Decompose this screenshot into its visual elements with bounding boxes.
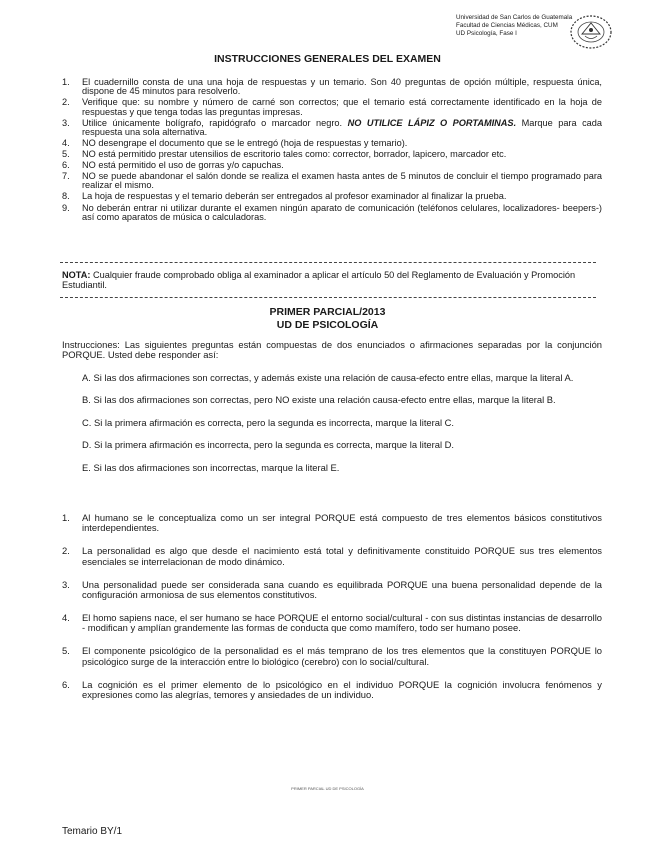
question-item	[62, 613, 602, 634]
rule-emphasis: NO UTILICE LÁPIZ O PORTAMINAS.	[347, 117, 517, 128]
answer-option: C. Si la primera afirmación es correcta, pero la segunda es incorrecta, marque la literal C.	[82, 416, 455, 428]
rule-number: 6.	[62, 160, 70, 171]
question-number: 2.	[62, 545, 70, 557]
question-number: 6.	[62, 678, 70, 690]
rule-text: La hoja de respuestas y el temario deberán ser entregados al profesor examinador al finalizar la prueba.	[82, 191, 507, 202]
faculty-line: Facultad de Ciencias Médicas, CUM	[456, 22, 558, 29]
rule-text: Utilice únicamente bolígrafo, rapidógrafo o marcador negro.	[82, 117, 343, 128]
exam-subtitle: UD DE PSICOLOGÍA	[276, 319, 379, 331]
unit-line: UD Psicología, Fase I	[456, 30, 517, 37]
rule-number: 9.	[62, 202, 70, 213]
answer-option: A. Si las dos afirmaciones son correctas, y además existe una relación de causa-efecto entre ellas, marque la literal A.	[82, 372, 574, 383]
rule-number: 1.	[62, 77, 70, 87]
rule-item	[62, 139, 602, 148]
rule-number: 8.	[62, 191, 70, 202]
rule-item	[62, 78, 602, 96]
answer-option: B. Si las dos afirmaciones son correctas, pero NO existe una relación causa-efecto entre ellas, marque la literal B.	[82, 394, 556, 406]
exam-instructions: Instrucciones: Las siguientes preguntas están compuestas de dos enunciados o afirmaciones separadas por la conjunción PORQUE. Usted debe responder así:	[62, 339, 602, 361]
divider-top	[60, 262, 596, 263]
temario-label: Temario BY/1	[62, 826, 123, 837]
question-text: Una personalidad puede ser considerada sana cuando es equilibrada PORQUE una buena personalidad depende de la configuración armoniosa de sus elementos constitutivos.	[82, 578, 602, 601]
rule-item	[62, 150, 602, 159]
answer-options-list	[82, 373, 600, 485]
rule-text: Verifique que: su nombre y número de carné son correctos; que el temario está correctamente identificado en la hoja de respuestas y que tenga todas las preguntas impresas.	[82, 97, 602, 117]
rule-item	[62, 204, 602, 222]
question-text: La personalidad es algo que desde el nacimiento está total y definitivamente constituido PORQUE sus tres elementos esenciales se interrelacionan de modo dinámico.	[82, 545, 602, 567]
rule-item	[62, 119, 602, 137]
question-text: La cognición es el primer elemento de lo psicológico en el individuo PORQUE la cognición involucra fenómenos y expresiones como las alegrías, temores y ansiedades de un individuo.	[82, 678, 602, 700]
rule-text: NO está permitido prestar utensilios de escritorio tales como: corrector, borrador, lapicero, marcador etc.	[82, 148, 507, 159]
question-item	[62, 646, 602, 667]
rule-number: 5.	[62, 148, 70, 159]
rule-text-composite	[82, 119, 602, 137]
rule-text: NO está permitido el uso de gorras y/o capuchas.	[82, 160, 284, 171]
question-number: 1.	[62, 512, 70, 523]
question-item	[62, 580, 602, 601]
rule-text: El cuadernillo consta de una una hoja de respuestas y un temario. Son 40 preguntas de opción múltiple, respuesta única, dispone de 45 minutos para resolverlo.	[82, 77, 602, 97]
page-footer-caption: PRIMER PARCIAL UD DE PSICOLOGÍA	[291, 786, 364, 791]
question-text: El componente psicológico de la personalidad es el más temprano de los tres elementos que la constituyen PORQUE lo psicológico surge de la interacción entre lo biológico (cerebro) con lo social/cultural.	[82, 645, 602, 667]
answer-option: E. Si las dos afirmaciones son incorrectas, marque la literal E.	[82, 461, 340, 473]
university-line: Universidad de San Carlos de Guatemala	[456, 14, 573, 21]
answer-option: D. Si la primera afirmación es incorrecta, pero la segunda es correcta, marque la literal D.	[82, 439, 455, 451]
general-rules-list	[62, 78, 602, 224]
rule-text: No deberán entrar ni utilizar durante el examen ningún aparato de comunicación (teléfonos celulares, localizadores- beepers-) así como aparatos de música o calculadoras.	[82, 202, 602, 222]
instructions-title: INSTRUCCIONES GENERALES DEL EXAMEN	[214, 53, 441, 65]
rule-item	[62, 161, 602, 170]
note-label: NOTA:	[62, 270, 91, 280]
divider-bottom	[60, 297, 596, 298]
question-item	[62, 546, 602, 567]
question-number: 5.	[62, 645, 70, 657]
rule-text: NO desengrape el documento que se le entregó (hoja de respuestas y temario).	[82, 137, 408, 148]
university-seal-icon	[568, 14, 614, 50]
rule-item	[62, 98, 602, 116]
question-text: Al humano se le conceptualiza como un ser integral PORQUE está compuesto de tres elementos básicos constitutivos interdependientes.	[82, 512, 602, 534]
university-header	[456, 14, 646, 38]
question-item	[62, 680, 602, 701]
note-text: Cualquier fraude comprobado obliga al examinador a aplicar el artículo 50 del Reglamento de Evaluación y Promoción Estudiantil.	[62, 270, 576, 290]
rule-text: NO se puede abandonar el salón donde se realiza el examen hasta antes de 5 minutos de concluir el tiempo programado para realizar el mismo.	[82, 171, 602, 191]
question-number: 3.	[62, 578, 70, 590]
rule-item	[62, 192, 602, 201]
rule-number: 7.	[62, 171, 70, 182]
question-item	[62, 513, 602, 534]
question-text: El homo sapiens nace, el ser humano se hace PORQUE el entorno social/cultural - con sus distintas instancias de desarrollo - modifican y amplían grandemente las formas de conducta que como mamífero, todo ser humano posee.	[82, 611, 602, 634]
rule-number: 2.	[62, 97, 70, 108]
rule-number: 3.	[62, 117, 70, 128]
questions-list	[62, 513, 602, 713]
rule-number: 4.	[62, 137, 70, 148]
rule-item	[62, 172, 602, 190]
rule-text-after: Marque para cada respuesta una sola alternativa.	[82, 117, 602, 137]
question-number: 4.	[62, 611, 70, 623]
fraud-note	[62, 270, 592, 290]
exam-title: PRIMER PARCIAL/2013	[269, 306, 386, 318]
